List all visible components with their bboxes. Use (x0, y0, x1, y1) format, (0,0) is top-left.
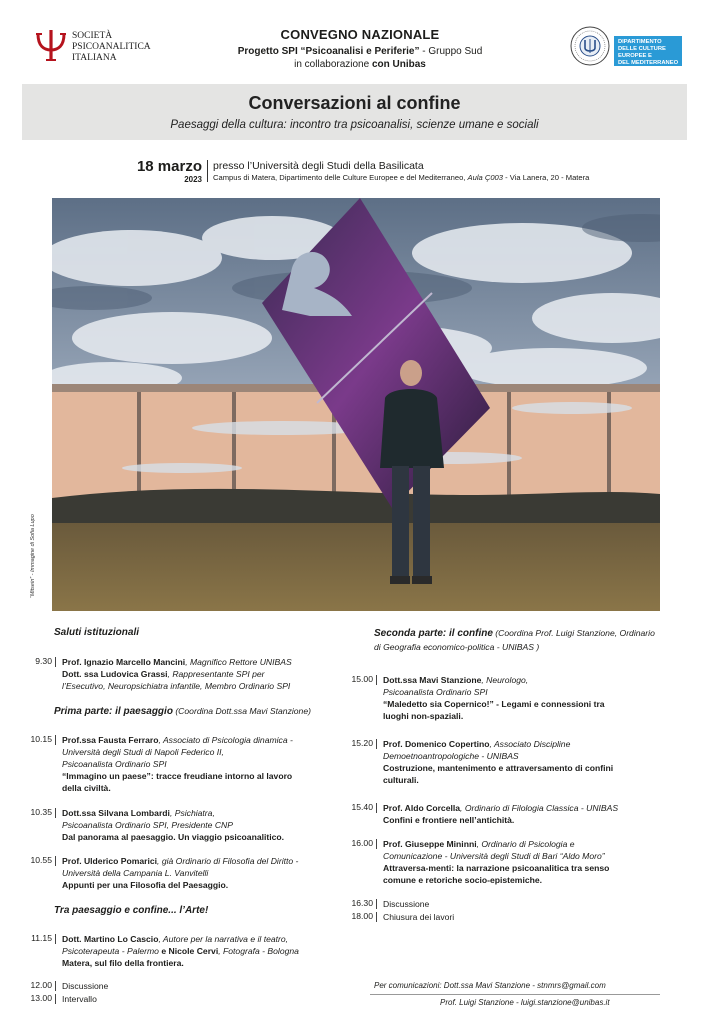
speaker-name: Dott.ssa Silvana Lombardi (62, 808, 170, 818)
conference-title: Conversazioni al confine (248, 93, 461, 113)
session-body (62, 933, 362, 969)
title-banner (22, 84, 687, 140)
session-body (383, 838, 663, 886)
speaker-role: l’Esecutivo, Neuropsichiatra infantile, Membro Ordinario SPI (62, 681, 291, 691)
talk-title: Costruzione, mantenimento e attraversamento di confini (383, 763, 614, 773)
speaker-role: Psicoanalista Ordinario SPI (62, 759, 167, 769)
session-body (62, 734, 306, 794)
header (150, 27, 570, 70)
speaker-name: Dott. Martino Lo Cascio (62, 934, 159, 944)
speaker-role: Comunicazione - Università degli Studi di Bari “Aldo Moro” (383, 851, 605, 861)
talk-title: comune e retoriche socio-epistemiche. (383, 875, 543, 885)
talk-title: Attraversa-menti: la narrazione psicoanalitica tra senso (383, 863, 610, 873)
event-label: Discussione (383, 899, 430, 909)
psi-symbol-icon (34, 28, 68, 62)
time-label: 12.00 (30, 980, 52, 990)
talk-title: : tracce freudiane intorno al lavoro (150, 771, 293, 781)
speaker-role: , Autore per la narrativa e il teatro, (158, 934, 289, 944)
section-label: Seconda parte: il confine (374, 628, 493, 639)
speaker-role: , Associato Discipline (489, 739, 571, 749)
time-label: 13.00 (30, 993, 52, 1003)
section-greetings: Saluti istituzionali (54, 627, 140, 638)
speaker-role: Demoetnoantropologiche - UNIBAS (383, 751, 519, 761)
address-main: Campus di Matera, Dipartimento delle Culture Europee e del Mediterraneo, (213, 173, 468, 182)
divider (376, 839, 377, 849)
dept-line-3: EUROPEE E (618, 53, 652, 59)
speaker-name: Dott. ssa Ludovica Grassi (62, 669, 168, 679)
speaker-role: Psicoterapeuta - Palermo (62, 946, 159, 956)
event-label: Discussione (62, 981, 109, 991)
section-part-one (54, 706, 311, 717)
speaker-role: , Rappresentante SPI per (167, 669, 265, 679)
footer-divider (370, 994, 660, 995)
spi-name (72, 31, 151, 64)
signature: Prof. Luigi Stanzione - luigi.stanzione@unibas.it (440, 998, 610, 1007)
divider (55, 994, 56, 1004)
speaker-role: , Associato di Psicologia dinamica - (158, 735, 293, 745)
speaker-role: , Neurologo, (481, 675, 529, 685)
speaker-role: Università della Campania L. Vanvitelli (62, 868, 209, 878)
event-label: Intervallo (62, 994, 97, 1004)
speaker-name: Prof. Giuseppe Mininni (383, 839, 477, 849)
section-part-two-cont (374, 642, 539, 653)
section-coordinator: (Coordina Prof. Luigi Stanzione, Ordinario (492, 628, 655, 638)
speaker-name: Prof. Aldo Corcella (383, 803, 461, 813)
cover-image (52, 198, 660, 611)
time-label: 11.15 (31, 933, 52, 943)
event-day: 18 marzo (136, 158, 202, 175)
talk-title: “Immagino un paese” (62, 771, 151, 781)
talk-title: culturali. (383, 775, 419, 785)
section-coordinator: di Geografia economico-politica - UNIBAS ) (374, 642, 540, 652)
dept-line-4: DEL MEDITERRANEO (618, 60, 679, 66)
session-body (62, 807, 306, 843)
time-label: 10.55 (30, 855, 52, 865)
speaker-name: Prof. Domenico Copertino (383, 739, 490, 749)
time-label: 10.35 (30, 807, 52, 817)
divider (55, 808, 56, 818)
divider (55, 981, 56, 991)
divider (376, 675, 377, 685)
address-rest: - Via Lanera, 20 - Matera (503, 173, 590, 182)
divider (55, 735, 56, 745)
speaker-role: Psicoanalista Ordinario SPI, Presidente CNP (62, 820, 233, 830)
dept-line-1: DIPARTIMENTO (618, 39, 662, 45)
project-name: “Psicoanalisi e Periferie” (300, 46, 420, 57)
image-credit: “Mitsein” - Immagine di Sofia Lupo (30, 514, 36, 598)
spi-line-3: ITALIANA (72, 53, 117, 63)
speaker-role: , Magnifico Rettore UNIBAS (185, 657, 292, 667)
project-suffix: - Gruppo Sud (419, 46, 483, 57)
time-label: 18.00 (351, 911, 373, 921)
talk-title: luoghi non-spaziali. (383, 711, 464, 721)
speaker-name: Prof. Ignazio Marcello Mancini (62, 657, 186, 667)
time-label: 9.30 (35, 656, 52, 666)
talk-title: “Maledetto sia Copernico!” - Legami e connessioni tra (383, 699, 605, 709)
speaker-role: , Ordinario di Psicologia e (476, 839, 575, 849)
talk-title: Appunti per una Filosofia del Paesaggio. (62, 880, 229, 890)
session-body (383, 674, 653, 722)
spi-line-1: SOCIETÀ (72, 31, 113, 41)
speaker-role: Università degli Studi di Napoli Federico II, (62, 747, 224, 757)
spi-logo (34, 28, 154, 68)
spi-line-2: PSICOANALITICA (72, 42, 151, 52)
unibas-seal-icon (570, 26, 610, 66)
address-room: Aula Ç003 (467, 173, 503, 182)
time-label: 15.40 (351, 802, 373, 812)
date-venue-row (0, 158, 724, 186)
time-label: 10.15 (30, 734, 52, 744)
divider (55, 934, 56, 944)
session-body (383, 802, 653, 826)
divider (55, 657, 56, 667)
section-part-two (374, 628, 655, 639)
collab-prefix: in collaborazione (294, 59, 372, 70)
speaker-role: , Ordinario di Filologia Classica - UNIBAS (460, 803, 619, 813)
speaker-name: Dott.ssa Mavi Stanzione (383, 675, 482, 685)
event-type: CONVEGNO NAZIONALE (280, 27, 440, 42)
session-body (62, 855, 306, 891)
event-venue: presso l’Università degli Studi della Basilicata (213, 160, 424, 172)
speaker-role: , Psichiatra, (169, 808, 215, 818)
talk-title: della civiltà. (62, 783, 111, 793)
speaker-role: , Fotografa - Bologna (218, 946, 299, 956)
collaboration-line (150, 59, 570, 70)
section-label: Prima parte: il paesaggio (54, 706, 173, 717)
divider (376, 739, 377, 749)
contact-info: Per comunicazioni: Dott.ssa Mavi Stanzione - stnmrs@gmail.com (374, 981, 606, 990)
section-coordinator: (Coordina Dott.ssa Mavi Stanzione) (172, 706, 311, 716)
talk-title: Dal panorama al paesaggio. Un viaggio psicoanalitico. (62, 832, 285, 842)
collab-name: con Unibas (371, 59, 426, 70)
project-prefix: Progetto SPI (237, 46, 301, 57)
divider (376, 803, 377, 813)
speaker-name: Nicole Cervi (168, 946, 219, 956)
speaker-role: , già Ordinario di Filosofia del Diritto - (157, 856, 299, 866)
talk-title: Matera, sul filo della frontiera. (62, 958, 184, 968)
event-label: Chiusura dei lavori (383, 912, 455, 922)
session-body (62, 656, 306, 692)
time-label: 16.30 (351, 898, 373, 908)
time-label: 16.00 (351, 838, 373, 848)
conference-subtitle: Paesaggi della cultura: incontro tra psicoanalisi, scienze umane e sociali (170, 119, 539, 131)
divider (376, 899, 377, 909)
dept-line-2: DELLE CULTURE (618, 46, 666, 52)
conjunction: e (158, 946, 169, 956)
speaker-name: Prof.ssa Fausta Ferraro (62, 735, 159, 745)
session-body (383, 738, 653, 786)
event-address (213, 173, 589, 182)
speaker-role: Psicoanalista Ordinario SPI (383, 687, 488, 697)
divider (55, 856, 56, 866)
department-logo (614, 36, 682, 66)
time-label: 15.00 (351, 674, 373, 684)
event-year: 2023 (184, 175, 202, 184)
speaker-name: Prof. Ulderico Pomarici (62, 856, 158, 866)
divider (207, 160, 208, 182)
divider (376, 912, 377, 922)
talk-title: Confini e frontiere nell’antichità. (383, 815, 515, 825)
section-art: Tra paesaggio e confine... l’Arte! (54, 905, 209, 916)
time-label: 15.20 (351, 738, 373, 748)
project-line (150, 46, 570, 57)
